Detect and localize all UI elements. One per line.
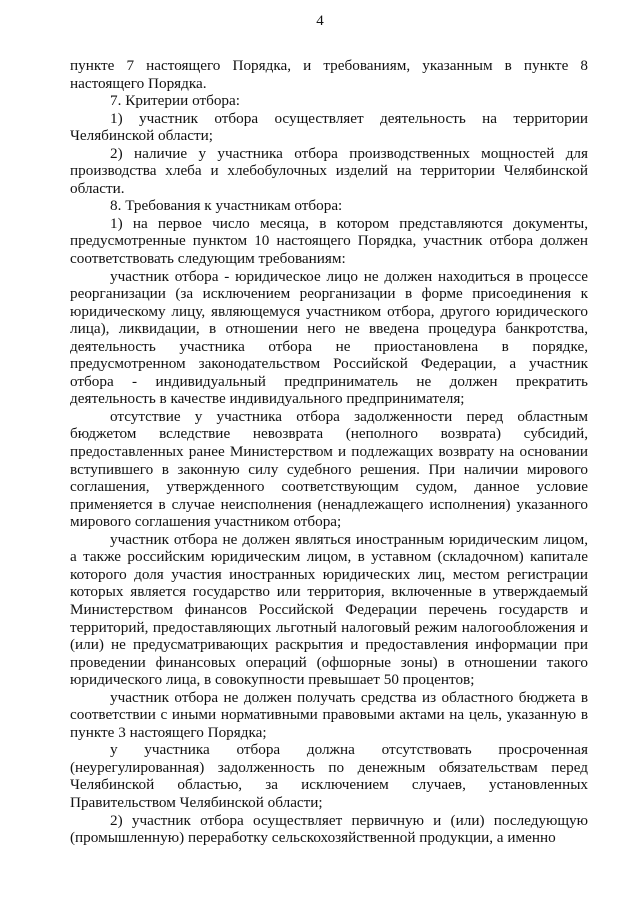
- document-body: [70, 57, 588, 847]
- paragraph-continuation: пункте 7 настоящего Порядка, и требованиям, указанным в пункте 8 настоящего Порядка.: [70, 57, 588, 92]
- paragraph-foreign-entity: участник отбора не должен являться иностранным юридическим лицом, а также российским юридическим лицом, в уставном (складочном) капитале которого доля участия иностранных юридических лиц, местом регистрации которых является государство или территория, включенные в утверждаемый Министерством финансов Российской Федерации перечень государств и территорий, предоставляющих льготный налоговый режим налогообложения и (или) не предусматривающих раскрытия и предоставления информации при проведении финансовых операций (офшорные зоны) в отношении такого юридического лица, в совокупности превышает 50 процентов;: [70, 530, 588, 689]
- paragraph-requirement-1: 1) на первое число месяца, в котором представляются документы, предусмотренные пунктом 10 настоящего Порядка, участник отбора должен соответствовать следующим требованиям:: [70, 214, 588, 268]
- paragraph-requirements-heading: 8. Требования к участникам отбора:: [110, 197, 343, 215]
- paragraph-debt-absence: отсутствие у участника отбора задолженности перед областным бюджетом вследствие невозврата (неполного возврата) субсидий, предоставленных ранее Министерством и подлежащих возврату на основании вступившего в законную силу судебного решения. При наличии мирового соглашения, утвержденного соответствующим судом, данное условие применяется в случае неисполнения (ненадлежащего исполнения) указанного мирового соглашения участником отбора;: [70, 407, 588, 531]
- paragraph-criterion-2: 2) наличие у участника отбора производственных мощностей для производства хлеба и хлебобулочных изделий на территории Челябинской области.: [70, 144, 588, 197]
- paragraph-overdue-debt: у участника отбора должна отсутствовать просроченная (неурегулированная) задолженность по денежным обязательствам перед Челябинской областью, за исключением случаев, установленных Правительством Челябинской области;: [70, 741, 588, 811]
- paragraph-reorganization: участник отбора - юридическое лицо не должен находиться в процессе реорганизации (за исключением реорганизации в форме присоединения к юридическому лицу, являющемуся участником отбора, другого юридического лица), ликвидации, в отношении него не введена процедура банкротства, деятельность участника отбора не приостановлена в порядке, предусмотренном законодательством Российской Федерации, а участник отбора - индивидуальный предприниматель не должен прекратить деятельность в качестве индивидуального предпринимателя;: [70, 267, 588, 408]
- paragraph-requirement-2: 2) участник отбора осуществляет первичную и (или) последующую (промышленную) переработку сельскохозяйственной продукции, а именно: [70, 811, 588, 847]
- page-number: 4: [316, 13, 324, 29]
- paragraph-criteria-heading: 7. Критерии отбора:: [110, 92, 240, 110]
- paragraph-budget-funds: участник отбора не должен получать средства из областного бюджета в соответствии с иными нормативными правовыми актами на цель, указанную в пункте 3 настоящего Порядка;: [70, 688, 588, 741]
- paragraph-criterion-1: 1) участник отбора осуществляет деятельность на территории Челябинской области;: [70, 109, 588, 145]
